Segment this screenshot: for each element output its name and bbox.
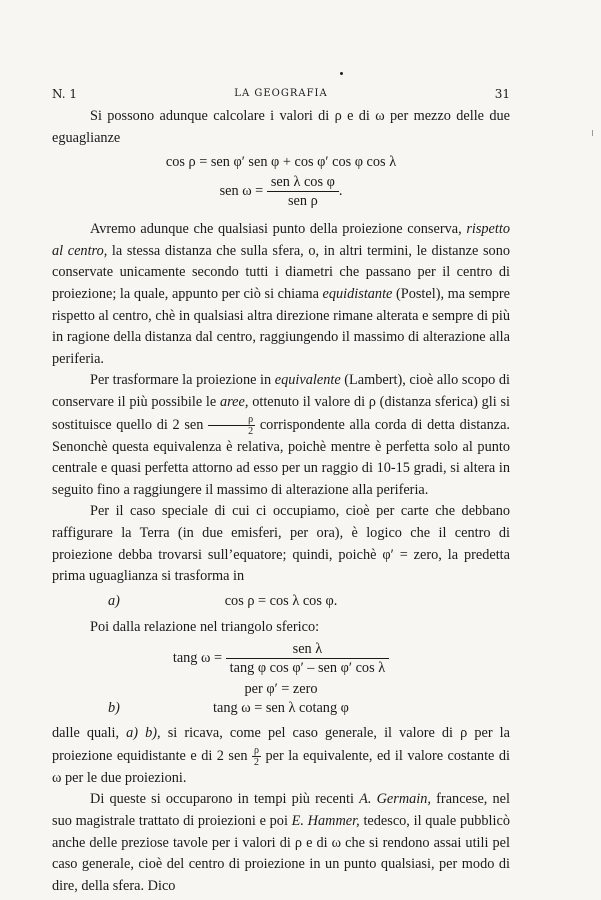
equation-b xyxy=(52,698,510,720)
inline-fraction xyxy=(252,745,261,768)
emphasis: equivalente xyxy=(274,372,341,389)
equation-expr: cos ρ = cos λ cos φ. xyxy=(224,592,338,609)
text-run: (Lambert), cioè allo scopo di conservare il più possibile le xyxy=(52,372,510,410)
journal-title: LA GEOGRAFIA xyxy=(234,88,328,99)
text-run: Avremo adunque che qualsiasi punto della proiezione conserva, xyxy=(90,221,467,238)
text-run: per la equivalente, ed il valore costante di ω per le due proiezioni. xyxy=(52,747,510,786)
text-run: si ricava, come pel caso generale, il valore di ρ per la proiezione equidistante e di 2 sen xyxy=(52,725,511,764)
equation-label: a) xyxy=(108,592,120,609)
paragraph-7 xyxy=(52,789,510,897)
fraction-numerator: ρ xyxy=(208,414,255,426)
eq-denominator: tang φ cos φ′ – sen φ′ cos λ xyxy=(229,660,386,677)
eq-lhs: tang ω = xyxy=(172,650,223,667)
paragraph-1: Si possono adunque calcolare i valori di ρ e di ω per mezzo delle due eguaglianze xyxy=(52,108,510,146)
margin-mark xyxy=(592,130,593,136)
text-run: francese, nel suo magistrale trattato di proiezioni e poi xyxy=(52,791,510,830)
ink-dot xyxy=(340,72,343,75)
inline-fraction xyxy=(208,414,255,437)
fraction-denominator: 2 xyxy=(248,425,254,437)
paragraph-4: Per il caso speciale di cui ci occupiamo, cioè per carte che debbano raffigurare la Terra (in due emisferi, per ora), è logico che il centro di proiezione debba trovarsi sull’equatore; quindi, poichè φ′ = zero, la predetta prima uguaglianza si trasforma in xyxy=(52,503,510,585)
body-text xyxy=(52,106,510,897)
text-run: (Postel), ma sempre rispetto al centro, chè in qualsiasi altra direzione rimane alterata e sempre di più in ragione della distanza dal centro, raggiungendo il massimo di alterazione alla periferia. xyxy=(52,285,510,367)
fraction-numerator: ρ xyxy=(253,744,259,756)
emphasis: rispetto al centro, xyxy=(52,221,510,259)
text-run: ottenuto il valore di ρ (distanza sferica) gli si sostituisce quello di 2 sen xyxy=(52,393,510,433)
emphasis: A. Germain, xyxy=(359,791,432,808)
paragraph-6 xyxy=(52,723,510,789)
emphasis: equidistante xyxy=(322,285,393,302)
emphasis: aree, xyxy=(220,393,249,410)
text-run: Di queste si occuparono in tempi più recenti xyxy=(90,791,360,808)
equation-sen-omega: sen ω = $\frac{\text{sen λ cos φ}}{\text{sen ρ}}$ . xyxy=(219,174,343,210)
paragraph-3 xyxy=(52,370,510,501)
paragraph-5: Poi dalla relazione nel triangolo sferico: xyxy=(90,618,320,635)
emphasis: a) b), xyxy=(126,725,161,742)
eq-numerator: sen λ cos φ xyxy=(267,173,339,192)
page-number: 31 xyxy=(494,87,510,101)
eq-fraction xyxy=(267,173,339,210)
paragraph-2 xyxy=(52,219,510,370)
issue-number: N. 1 xyxy=(52,87,77,101)
text-run: tedesco, il quale pubblicò anche delle preziose tavole per i valori di ρ e di ω che si rendono assai utili pel caso generale, cioè del centro di proiezione in un punto qualsiasi, per modo di dire, della sfera. Dico xyxy=(52,813,510,894)
equation-condition: per φ′ = zero xyxy=(244,681,318,698)
text-run: dalle quali, xyxy=(52,725,127,742)
eq-denominator: sen ρ xyxy=(287,193,318,210)
equation-a xyxy=(52,591,510,613)
emphasis: E. Hammer, xyxy=(291,813,360,830)
equation-tang-omega xyxy=(52,640,510,680)
running-header xyxy=(52,87,510,103)
eq-numerator: sen λ xyxy=(226,640,389,659)
equation-expr: tang ω = sen λ cotang φ xyxy=(213,700,349,717)
equation-cos-rho: cos ρ = sen φ′ sen φ + cos φ′ cos φ cos λ xyxy=(165,154,397,171)
eq-lhs: sen ω = xyxy=(219,182,264,199)
text-run: Per trasformare la proiezione in xyxy=(90,372,275,389)
fraction-denominator: 2 xyxy=(253,756,259,768)
text-run: corrispondente alla corda di detta distanza. Senonchè questa equivalenza è relativa, poichè mentre è perfetta solo al punto centrale e quasi perfetta attorno ad esso per un raggio di 10-15 gradi, si altera in seguito fino a raggiungere il massimo di alterazione alla periferia. xyxy=(52,416,510,498)
equation-label: b) xyxy=(108,700,120,717)
text-run: la stessa distanza che sulla sfera, o, in altri termini, le distanze sono conservate unicamente secondo tutti i diametri che passano per il centro di proiezione; la quale, appunto per ciò si chiama xyxy=(52,242,510,302)
eq-fraction xyxy=(226,640,389,677)
